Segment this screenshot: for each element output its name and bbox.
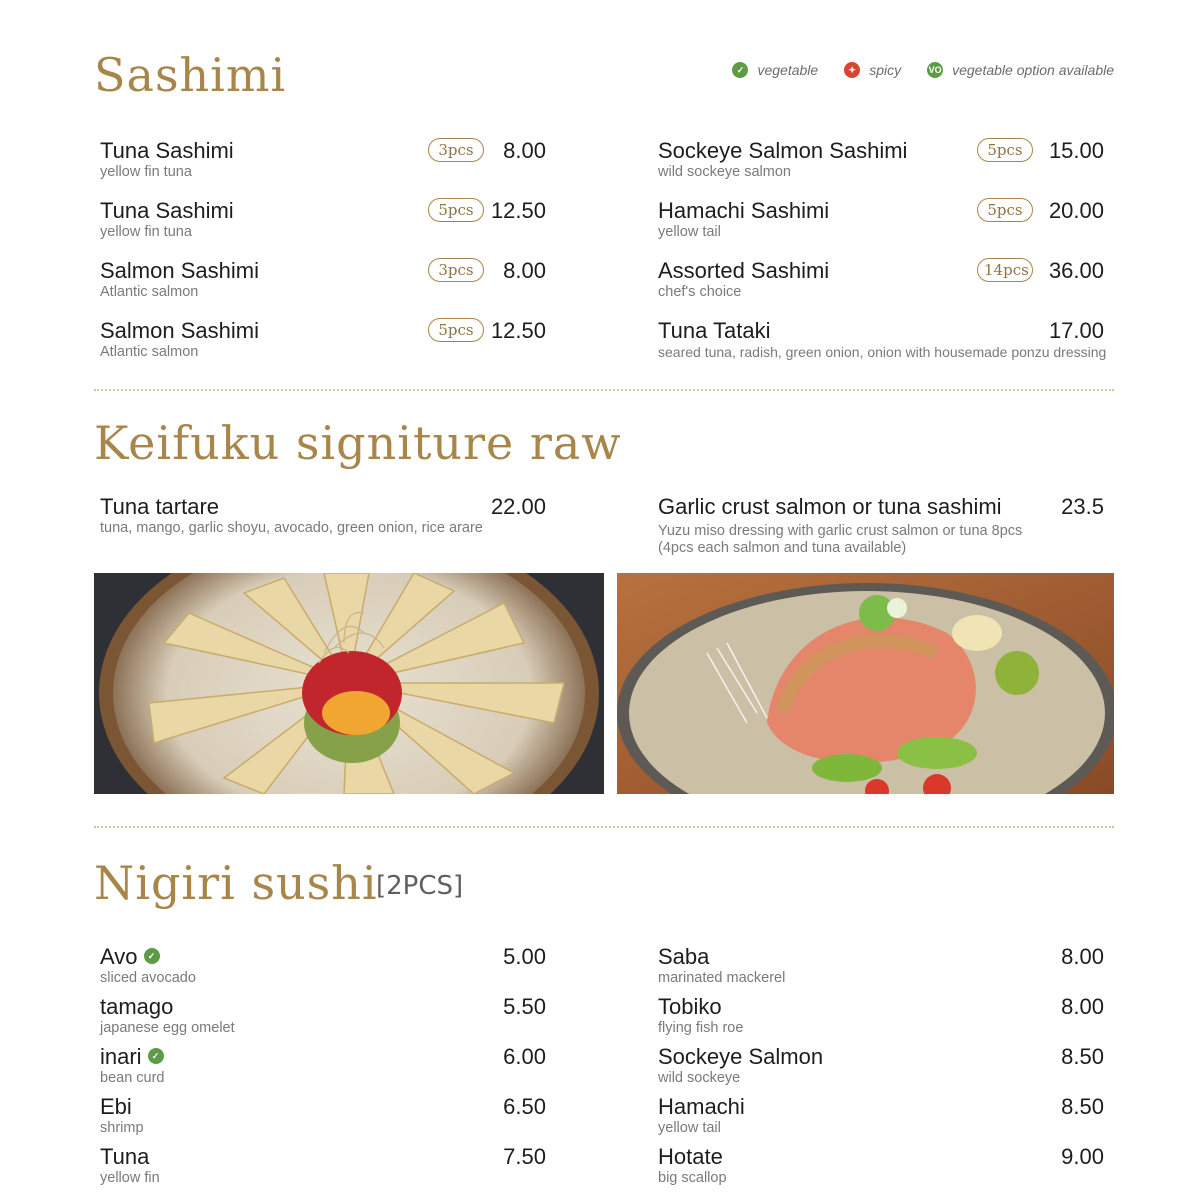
legend-vegetable-option-label: vegetable option available	[952, 62, 1114, 78]
item-name: Tuna Sashimi	[100, 198, 234, 223]
item-name: Garlic crust salmon or tuna sashimi	[658, 494, 1002, 519]
garlic-crust-salmon-photo	[617, 573, 1114, 794]
item-description: yellow fin tuna	[100, 164, 192, 180]
item-description: chef's choice	[658, 284, 742, 300]
menu-item	[100, 1144, 160, 1187]
menu-item	[100, 494, 483, 537]
item-description: marinated mackerel	[658, 970, 786, 986]
item-price: 8.00	[503, 138, 546, 163]
item-price: 20.00	[1048, 198, 1104, 223]
item-name: Hamachi Sashimi	[658, 198, 830, 223]
menu-item	[100, 138, 234, 181]
item-price: 5.50	[503, 994, 546, 1019]
vegetable-icon: ✓	[148, 1048, 164, 1064]
dietary-legend	[732, 62, 1114, 78]
menu-item	[658, 994, 743, 1037]
item-price: 12.50	[490, 318, 546, 343]
item-name: Salmon Sashimi	[100, 258, 259, 283]
item-name: Hotate	[658, 1144, 723, 1169]
legend-spicy-label: spicy	[869, 62, 902, 78]
legend-vegetable-label: vegetable	[757, 62, 819, 78]
legend-vegetable	[732, 62, 818, 78]
item-description: tuna, mango, garlic shoyu, avocado, green onion, rice arare	[100, 520, 483, 536]
menu-item	[100, 1044, 165, 1087]
item-price: 7.50	[503, 1144, 546, 1169]
legend-vegetable-option	[927, 62, 1114, 78]
vegetable-icon: ✓	[732, 62, 748, 78]
item-price: 12.50	[490, 198, 546, 223]
item-description: bean curd	[100, 1070, 165, 1086]
item-description: wild sockeye salmon	[658, 164, 791, 180]
item-name: Sockeye Salmon	[658, 1044, 824, 1069]
menu-item	[100, 1094, 144, 1137]
item-price: 6.00	[503, 1044, 546, 1069]
item-description: wild sockeye	[658, 1070, 741, 1086]
section-divider	[94, 826, 1114, 828]
item-name: Tuna Tataki	[658, 318, 771, 343]
item-price: 9.00	[1061, 1144, 1104, 1169]
item-name: tamago	[100, 994, 174, 1019]
item-description-note: (4pcs each salmon and tuna available)	[658, 540, 907, 556]
item-description: yellow fin	[100, 1170, 160, 1186]
pieces-badge: 5pcs	[977, 138, 1033, 162]
item-name: inari	[100, 1044, 142, 1069]
item-name: Saba	[658, 944, 710, 969]
item-name: Avo	[100, 944, 138, 969]
item-description: seared tuna, radish, green onion, onion with housemade ponzu dressing	[658, 344, 1107, 360]
item-price: 5.00	[503, 944, 546, 969]
item-name: Hamachi	[658, 1094, 745, 1119]
menu-item	[658, 258, 829, 301]
item-description: sliced avocado	[100, 970, 196, 986]
pieces-badge: 3pcs	[428, 138, 484, 162]
menu-item	[658, 1044, 823, 1087]
item-description: shrimp	[100, 1120, 144, 1136]
pieces-badge: 5pcs	[428, 198, 484, 222]
nigiri-title: Nigiri sushi	[94, 856, 378, 910]
menu-item	[100, 258, 259, 301]
nigiri-subtitle: [2PCS]	[376, 871, 464, 901]
item-description: Yuzu miso dressing with garlic crust salmon or tuna 8pcs	[658, 523, 1023, 539]
item-name: Tuna tartare	[100, 494, 220, 519]
item-price: 8.50	[1061, 1044, 1104, 1069]
item-description: flying fish roe	[658, 1020, 744, 1036]
item-description: yellow tail	[658, 1120, 721, 1136]
item-price: 8.00	[1061, 944, 1104, 969]
item-description: Atlantic salmon	[100, 284, 199, 300]
item-description: japanese egg omelet	[100, 1020, 235, 1036]
item-price: 6.50	[503, 1094, 546, 1119]
item-description: yellow fin tuna	[100, 224, 192, 240]
pieces-badge: 14pcs	[977, 258, 1033, 282]
item-price: 23.5	[1061, 494, 1104, 519]
pieces-badge: 3pcs	[428, 258, 484, 282]
sashimi-title: Sashimi	[94, 48, 287, 102]
section-divider	[94, 389, 1114, 391]
item-description: Atlantic salmon	[100, 344, 199, 360]
item-price: 15.00	[1048, 138, 1104, 163]
menu-item	[658, 1094, 745, 1137]
item-description: big scallop	[658, 1170, 727, 1186]
legend-spicy	[844, 62, 901, 78]
item-name: Salmon Sashimi	[100, 318, 259, 343]
vegetable-option-icon: VO	[927, 62, 943, 78]
pieces-badge: 5pcs	[977, 198, 1033, 222]
tuna-tartare-photo	[94, 573, 604, 794]
item-name: Sockeye Salmon Sashimi	[658, 138, 908, 163]
signature-title: Keifuku signiture raw	[94, 416, 622, 470]
item-name: Tuna	[100, 1144, 150, 1169]
item-description: yellow tail	[658, 224, 721, 240]
menu-item	[658, 494, 1022, 557]
item-price: 8.50	[1061, 1094, 1104, 1119]
pieces-badge: 5pcs	[428, 318, 484, 342]
menu-item	[658, 198, 829, 241]
item-name: Tobiko	[658, 994, 722, 1019]
menu-item	[100, 994, 235, 1037]
item-name: Tuna Sashimi	[100, 138, 234, 163]
item-price: 22.00	[490, 494, 546, 519]
item-name: Ebi	[100, 1094, 132, 1119]
vegetable-icon: ✓	[144, 948, 160, 964]
item-name: Assorted Sashimi	[658, 258, 830, 283]
item-price: 17.00	[1048, 318, 1104, 343]
menu-item	[658, 1144, 727, 1187]
menu-item	[658, 944, 785, 987]
menu-item	[100, 944, 196, 987]
menu-item	[100, 318, 259, 361]
item-price: 36.00	[1048, 258, 1104, 283]
item-price: 8.00	[503, 258, 546, 283]
item-price: 8.00	[1061, 994, 1104, 1019]
menu-item	[658, 138, 907, 181]
menu-item	[100, 198, 234, 241]
chili-pepper-icon: ✦	[844, 62, 860, 78]
